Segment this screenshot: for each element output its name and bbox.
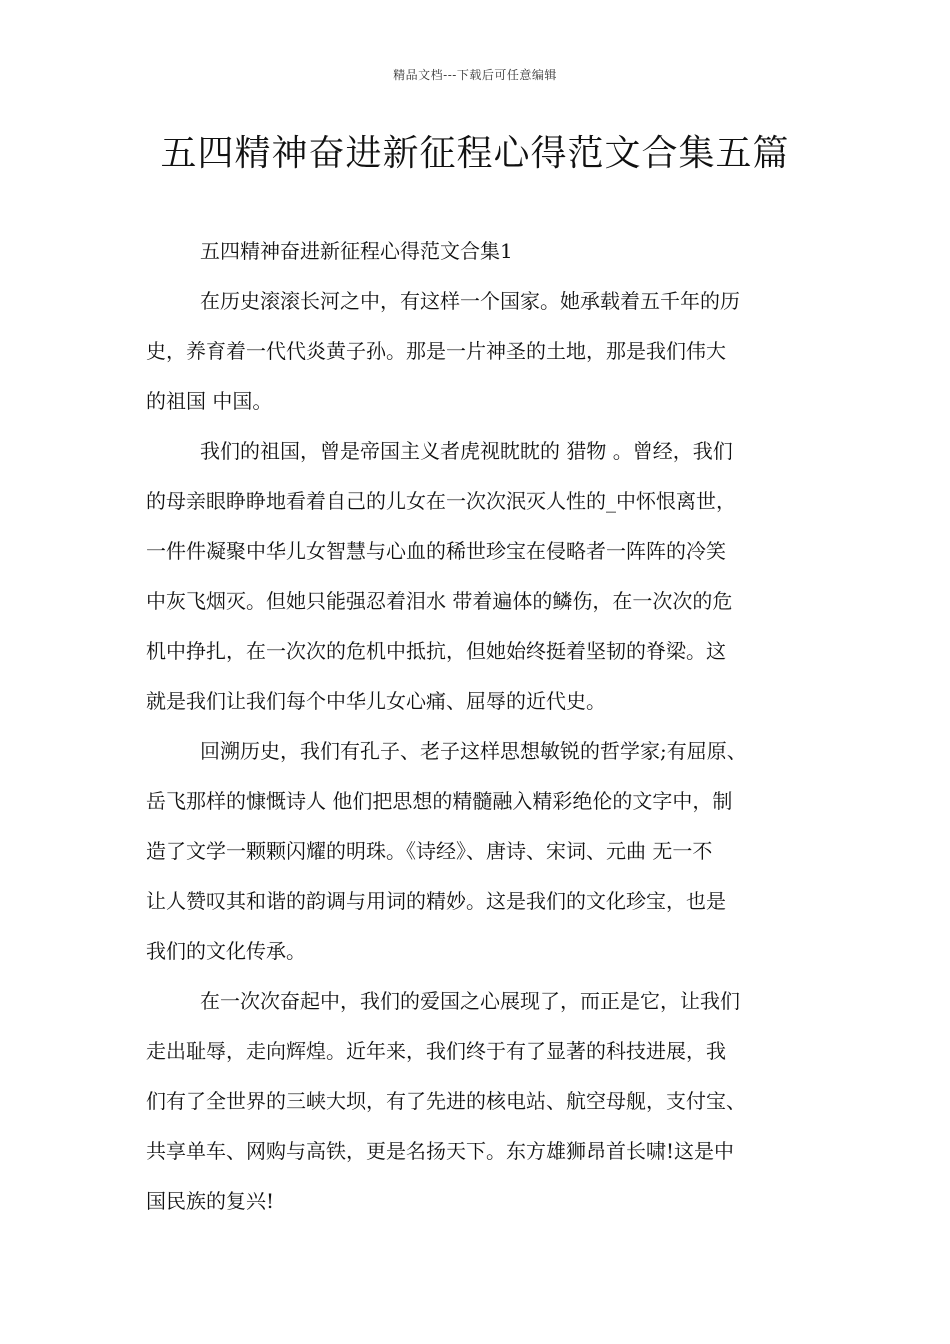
paragraph-3 xyxy=(146,726,826,976)
paragraph-line: 让人赞叹其和谐的韵调与用词的精妙。这是我们的文化珍宝，也是 xyxy=(146,889,726,913)
paragraph-line: 回溯历史，我们有孔子、老子这样思想敏锐的哲学家;有屈原、 xyxy=(200,739,747,763)
paragraph-line: 我们的文化传承。 xyxy=(146,939,306,963)
paragraph-line: 共享单车、网购与高铁，更是名扬天下。东方雄狮昂首长啸!这是中 xyxy=(146,1139,735,1163)
paragraph-2 xyxy=(146,426,826,726)
paragraph-line: 的母亲眼睁睁地看着自己的儿女在一次次泯灭人性的_中怀恨离世， xyxy=(146,489,736,513)
paragraph-line: 走出耻辱，走向辉煌。近年来，我们终于有了显著的科技进展，我 xyxy=(146,1039,726,1063)
paragraph-line: 国民族的复兴! xyxy=(146,1189,275,1213)
paragraph-4 xyxy=(146,976,826,1226)
paragraph-line: 在一次次奋起中，我们的爱国之心展现了，而正是它，让我们 xyxy=(200,989,740,1013)
paragraph-line: 造了文学一颗颗闪耀的明珠。《诗经》、唐诗、宋词、元曲 无一不 xyxy=(146,839,713,863)
paragraph-line: 就是我们让我们每个中华儿女心痛、屈辱的近代史。 xyxy=(146,689,606,713)
paragraph-line: 我们的祖国，曾是帝国主义者虎视眈眈的 猎物 。曾经，我们 xyxy=(200,439,733,463)
document-title: 五四精神奋进新征程心得范文合集五篇 xyxy=(160,133,790,174)
paragraph-line: 们有了全世界的三峡大坝，有了先进的核电站、航空母舰，支付宝、 xyxy=(146,1089,746,1113)
paragraph-line: 岳飞那样的慷慨诗人 他们把思想的精髓融入精彩绝伦的文字中，制 xyxy=(146,789,733,813)
paragraph-line: 中灰飞烟灭。但她只能强忍着泪水 带着遍体的鳞伤，在一次次的危 xyxy=(146,589,733,613)
paragraph-line: 一件件凝聚中华儿女智慧与心血的稀世珍宝在侵略者一阵阵的冷笑 xyxy=(146,539,726,563)
paragraph-1 xyxy=(146,276,826,426)
document-body xyxy=(146,226,826,1226)
paragraph-line: 的祖国 中国。 xyxy=(146,389,273,413)
section-heading: 五四精神奋进新征程心得范文合集1 xyxy=(200,239,513,263)
paragraph-line: 史，养育着一代代炎黄子孙。那是一片神圣的土地，那是我们伟大 xyxy=(146,339,726,363)
paragraph-line: 机中挣扎，在一次次的危机中抵抗，但她始终挺着坚韧的脊梁。这 xyxy=(146,639,726,663)
paragraph-line: 在历史滚滚长河之中，有这样一个国家。她承载着五千年的历 xyxy=(200,289,740,313)
header-note: 精品文档---下载后可任意编辑 xyxy=(393,68,557,82)
